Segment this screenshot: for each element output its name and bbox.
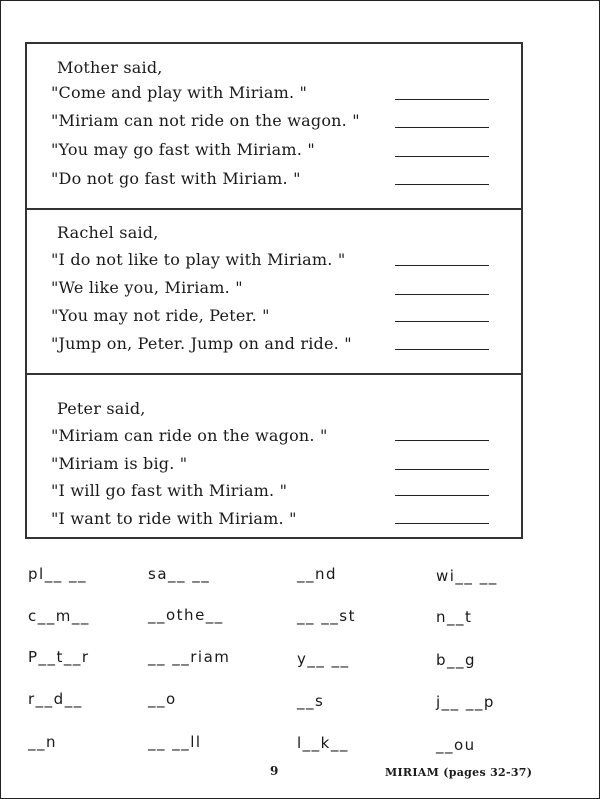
quote-line: "Miriam can not ride on the wagon. " — [51, 111, 360, 130]
word-item[interactable]: c__m__ — [28, 607, 90, 625]
word-item[interactable]: __s — [297, 692, 325, 710]
quote-line: "I will go fast with Miriam. " — [51, 481, 288, 500]
quote-line: "You may not ride, Peter. " — [51, 306, 270, 325]
speaker-peter: Peter said, — [57, 399, 146, 418]
quote-line: "Come and play with Miriam. " — [51, 83, 308, 102]
word-item[interactable]: P__t__r — [28, 648, 90, 666]
quote-line: "I want to ride with Miriam. " — [51, 509, 297, 528]
word-item[interactable]: j__ __p — [436, 693, 495, 711]
footer-title: MIRIAM (pages 32-37) — [385, 766, 533, 779]
quote-line: "I do not like to play with Miriam. " — [51, 250, 346, 269]
word-item[interactable]: b__g — [436, 651, 477, 669]
speaker-rachel: Rachel said, — [57, 223, 159, 242]
word-item[interactable]: wi__ __ — [436, 567, 498, 585]
word-item[interactable]: __ou — [436, 736, 476, 754]
quote-line: "Miriam can ride on the wagon. " — [51, 426, 328, 445]
speaker-mother: Mother said, — [57, 58, 163, 77]
word-item[interactable]: r__d__ — [28, 690, 83, 708]
quote-line: "We like you, Miriam. " — [51, 278, 243, 297]
quote-line: "Jump on, Peter. Jump on and ride. " — [51, 334, 352, 353]
word-item[interactable]: sa__ __ — [148, 565, 211, 583]
page-number: 9 — [270, 764, 279, 778]
word-item[interactable]: __o — [148, 690, 177, 708]
word-item[interactable]: __ __st — [297, 607, 356, 625]
quote-line: "Do not go fast with Miriam. " — [51, 169, 301, 188]
word-item[interactable]: __ __riam — [148, 648, 231, 666]
word-item[interactable]: __othe__ — [148, 606, 224, 624]
quote-line: "Miriam is big. " — [51, 454, 188, 473]
quote-line: "You may go fast with Miriam. " — [51, 140, 315, 159]
word-item[interactable]: l__k__ — [297, 734, 349, 752]
word-item[interactable]: __nd — [297, 565, 338, 583]
word-item[interactable]: __n — [28, 733, 58, 751]
word-item[interactable]: pl__ __ — [28, 565, 87, 583]
word-item[interactable]: n__t — [436, 608, 473, 626]
word-item[interactable]: y__ __ — [297, 650, 350, 668]
word-item[interactable]: __ __ll — [148, 733, 202, 751]
